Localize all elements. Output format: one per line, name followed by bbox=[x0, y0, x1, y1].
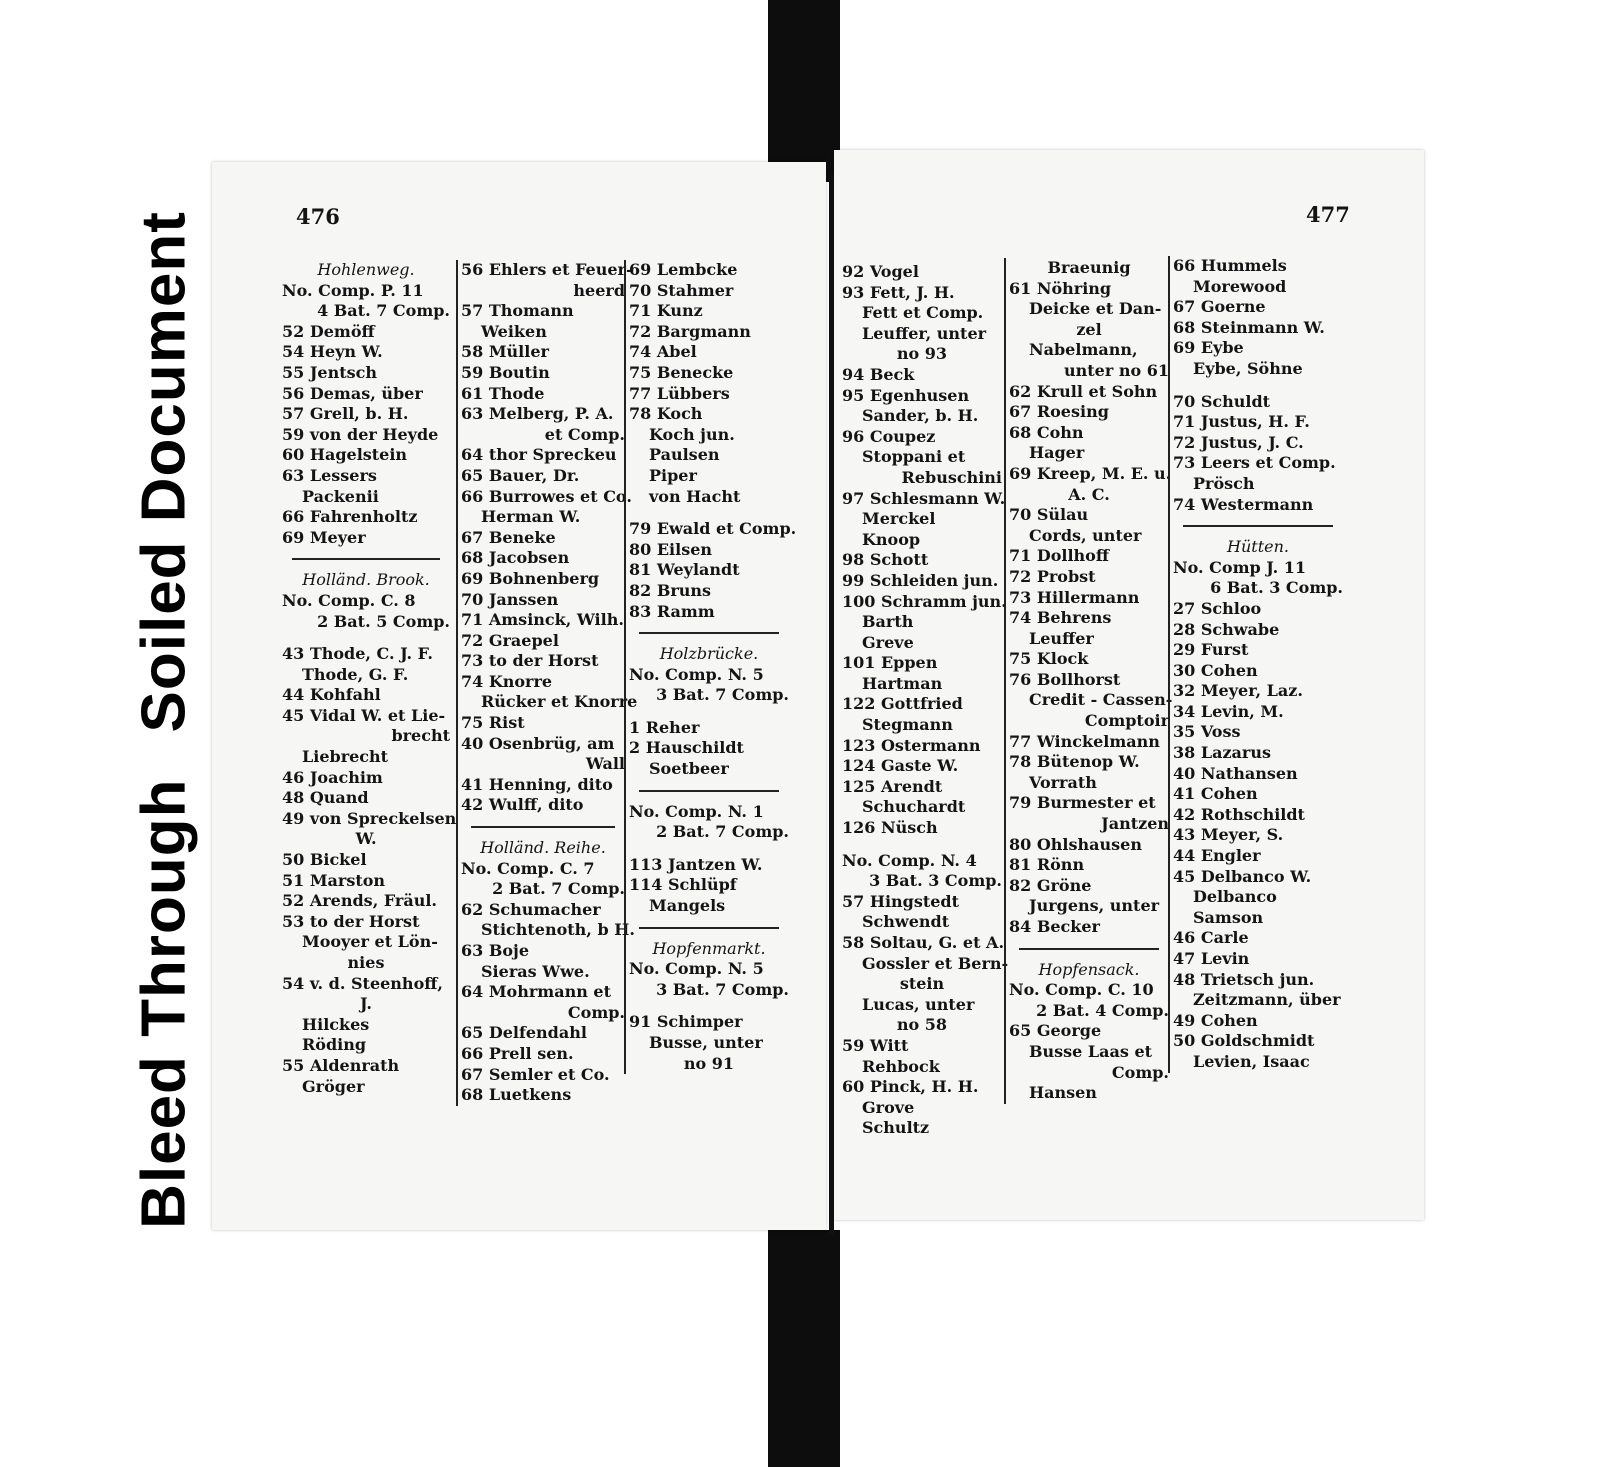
line-spacer bbox=[842, 839, 1002, 851]
address-line: 30 Cohen bbox=[1173, 660, 1258, 680]
address-line: 78 Bütenop W. bbox=[1009, 752, 1140, 772]
address-line: nies bbox=[347, 953, 385, 972]
watermark-bleed-through: Bleed Through bbox=[129, 778, 199, 1229]
address-line: Greve bbox=[862, 632, 914, 652]
address-line: Sieras Wwe. bbox=[481, 961, 590, 981]
address-line: Fett et Comp. bbox=[862, 303, 984, 323]
address-line: 66 Hummels bbox=[1173, 256, 1287, 275]
address-line: 70 Schuldt bbox=[1173, 391, 1271, 411]
address-line: 71 Justus, H. F. bbox=[1173, 412, 1310, 432]
address-line: 76 Bollhorst bbox=[1009, 669, 1121, 689]
address-line: Busse Laas et bbox=[1029, 1041, 1153, 1061]
address-line: Busse, unter bbox=[649, 1033, 763, 1052]
address-line: 38 Lazarus bbox=[1173, 743, 1271, 763]
watermark-text bbox=[129, 211, 200, 1229]
address-line: Wall bbox=[585, 754, 625, 774]
address-line: 63 Melberg, P. A. bbox=[461, 404, 614, 424]
address-line: No. Comp. C. 8 bbox=[282, 590, 416, 610]
address-line: von Hacht bbox=[649, 486, 741, 506]
address-line: 74 Behrens bbox=[1009, 608, 1112, 628]
page-number: 476 bbox=[296, 204, 340, 229]
address-line: 3 Bat. 3 Comp. bbox=[869, 871, 1002, 891]
address-line: 101 Eppen bbox=[842, 653, 938, 673]
address-line: 53 to der Horst bbox=[282, 911, 420, 931]
address-line: 66 Prell sen. bbox=[461, 1043, 574, 1063]
address-line: 48 Quand bbox=[282, 788, 369, 808]
address-line: 52 Demöff bbox=[282, 321, 375, 341]
address-line: 67 Roesing bbox=[1009, 402, 1109, 422]
address-line: 54 v. d. Steenhoff, bbox=[282, 973, 443, 993]
address-line: 80 Eilsen bbox=[629, 539, 713, 559]
address-line: No. Comp. N. 1 bbox=[629, 801, 764, 821]
address-line: 29 Furst bbox=[1173, 640, 1249, 660]
address-line: Knoop bbox=[862, 529, 921, 549]
address-line: 65 Delfendahl bbox=[461, 1023, 587, 1043]
address-line: 35 Voss bbox=[1173, 722, 1241, 742]
address-line: 72 Bargmann bbox=[629, 321, 751, 341]
address-line: 79 Burmester et bbox=[1009, 793, 1156, 813]
address-line: 64 thor Spreckeu bbox=[461, 445, 617, 465]
address-line: 72 Graepel bbox=[461, 630, 559, 650]
address-line: W. bbox=[355, 829, 377, 849]
address-line: 73 Hillermann bbox=[1009, 587, 1140, 607]
address-line: 125 Arendt bbox=[842, 776, 943, 796]
section-divider bbox=[639, 790, 779, 792]
line-spacer bbox=[629, 843, 789, 855]
section-divider bbox=[639, 632, 779, 634]
address-line: 67 Semler et Co. bbox=[461, 1064, 610, 1084]
section-divider bbox=[471, 826, 615, 828]
address-line: 77 Winckelmann bbox=[1009, 731, 1160, 751]
address-line: 27 Schloo bbox=[1173, 598, 1262, 618]
address-line: 75 Klock bbox=[1009, 649, 1089, 669]
address-line: Zeitzmann, über bbox=[1193, 990, 1341, 1010]
address-line: 48 Trietsch jun. bbox=[1173, 969, 1315, 989]
address-line: Koch jun. bbox=[649, 424, 735, 444]
address-line: 100 Schramm jun. bbox=[842, 591, 1007, 611]
address-line: heerd bbox=[573, 280, 625, 300]
address-line: 95 Egenhusen bbox=[842, 385, 970, 405]
book-spine-top bbox=[768, 0, 840, 182]
address-line: No. Comp. N. 4 bbox=[842, 850, 977, 870]
address-line: 2 Bat. 5 Comp. bbox=[317, 611, 450, 631]
address-line: Braeunig bbox=[1047, 258, 1131, 277]
address-line: 92 Vogel bbox=[842, 262, 919, 281]
address-line: 83 Ramm bbox=[629, 601, 715, 621]
address-line: 52 Arends, Fräul. bbox=[282, 891, 437, 911]
address-line: 99 Schleiden jun. bbox=[842, 570, 999, 590]
address-line: 3 Bat. 7 Comp. bbox=[656, 685, 789, 705]
address-line: 93 Fett, J. H. bbox=[842, 282, 955, 302]
address-line: Prösch bbox=[1193, 473, 1255, 493]
address-line: 72 Justus, J. C. bbox=[1173, 432, 1304, 452]
address-line: 49 von Spreckelsen bbox=[282, 808, 457, 828]
address-line: 126 Nüsch bbox=[842, 818, 938, 838]
address-line: Comp. bbox=[567, 1002, 625, 1022]
address-line: Lucas, unter bbox=[862, 994, 975, 1014]
address-line: 114 Schlüpf bbox=[629, 875, 737, 895]
address-line: 63 Lessers bbox=[282, 465, 377, 485]
address-line: 84 Becker bbox=[1009, 917, 1100, 936]
address-line: Piper bbox=[649, 465, 697, 485]
address-column bbox=[1168, 256, 1343, 1073]
address-line: Schuchardt bbox=[862, 797, 966, 817]
address-line: no 93 bbox=[896, 344, 948, 364]
address-line: Nabelmann, bbox=[1029, 340, 1138, 360]
section-divider bbox=[639, 927, 779, 929]
address-line: no 91 bbox=[683, 1053, 735, 1073]
address-line: 70 Janssen bbox=[461, 589, 559, 609]
address-line: stein bbox=[899, 974, 945, 994]
address-line: 44 Engler bbox=[1173, 846, 1261, 866]
address-line: 3 Bat. 7 Comp. bbox=[656, 979, 789, 999]
address-line: 55 Jentsch bbox=[282, 362, 377, 382]
address-line: Schultz bbox=[862, 1118, 930, 1138]
address-line: 40 Osenbrüg, am bbox=[461, 733, 615, 753]
address-line: 66 Burrowes et Co. bbox=[461, 486, 632, 506]
address-line: 58 Müller bbox=[461, 342, 549, 362]
address-line: zel bbox=[1076, 319, 1102, 339]
address-line: Stegmann bbox=[862, 715, 953, 735]
address-line: No. Comp J. 11 bbox=[1173, 557, 1306, 577]
address-line: 94 Beck bbox=[842, 364, 915, 384]
address-line: Hilckes bbox=[302, 1014, 370, 1034]
address-line: 63 Boje bbox=[461, 941, 529, 960]
address-line: Grove bbox=[862, 1097, 915, 1117]
address-column bbox=[456, 260, 638, 1106]
address-line: No. Comp. N. 5 bbox=[629, 664, 764, 684]
address-line: 45 Vidal W. et Lie- bbox=[282, 705, 446, 725]
address-line: Rücker et Knorre bbox=[481, 692, 638, 712]
address-line: 41 Cohen bbox=[1173, 784, 1258, 804]
address-line: et Comp. bbox=[544, 424, 625, 444]
address-line: 50 Bickel bbox=[282, 850, 367, 870]
address-line: Stichtenoth, b H. bbox=[481, 920, 635, 940]
street-heading: Hohlenweg. bbox=[317, 260, 415, 279]
address-line: Cords, unter bbox=[1029, 525, 1142, 545]
address-line: Jantzen bbox=[1101, 814, 1169, 834]
address-line: 47 Levin bbox=[1173, 949, 1250, 968]
address-line: 68 Jacobsen bbox=[461, 548, 570, 568]
address-line: 59 von der Heyde bbox=[282, 424, 439, 444]
address-line: Comptoir bbox=[1084, 711, 1169, 731]
address-line: Deicke et Dan- bbox=[1029, 299, 1162, 319]
address-line: Hartman bbox=[862, 673, 943, 693]
address-line: Stoppani et bbox=[862, 447, 966, 467]
address-line: 69 Lembcke bbox=[629, 260, 738, 279]
address-line: 28 Schwabe bbox=[1173, 619, 1280, 639]
address-line: Gröger bbox=[302, 1076, 365, 1096]
line-spacer bbox=[1173, 380, 1343, 392]
address-line: 55 Aldenrath bbox=[282, 1055, 400, 1075]
address-line: 64 Mohrmann et bbox=[461, 982, 611, 1002]
address-line: 69 Bohnenberg bbox=[461, 568, 600, 588]
address-line: Schwendt bbox=[862, 912, 950, 932]
address-line: 67 Beneke bbox=[461, 527, 556, 547]
address-line: 122 Gottfried bbox=[842, 694, 963, 714]
address-line: brecht bbox=[391, 726, 450, 746]
address-line: 62 Schumacher bbox=[461, 899, 601, 919]
address-line: 57 Thomann bbox=[461, 301, 574, 321]
address-line: 32 Meyer, Laz. bbox=[1173, 681, 1303, 701]
address-line: Merckel bbox=[862, 509, 936, 529]
address-line: 56 Demas, über bbox=[282, 383, 423, 403]
address-line: 78 Koch bbox=[629, 404, 703, 424]
address-line: Leuffer, unter bbox=[862, 323, 987, 343]
address-line: 61 Nöhring bbox=[1009, 278, 1112, 298]
address-line: 68 Cohn bbox=[1009, 422, 1084, 442]
street-heading: Hopfensack. bbox=[1038, 959, 1140, 979]
address-column bbox=[842, 262, 1009, 1139]
line-spacer bbox=[629, 1000, 789, 1012]
line-spacer bbox=[629, 706, 789, 718]
address-line: 96 Coupez bbox=[842, 426, 936, 446]
address-line: Barth bbox=[862, 612, 914, 632]
watermark-banner bbox=[118, 200, 210, 1240]
address-line: 42 Rothschildt bbox=[1173, 804, 1305, 824]
address-line: 61 Thode bbox=[461, 383, 545, 403]
street-heading: Holzbrücke. bbox=[659, 644, 759, 664]
address-line: Gossler et Bern- bbox=[862, 953, 1009, 973]
address-line: Rehbock bbox=[862, 1056, 940, 1076]
address-line: 60 Pinck, H. H. bbox=[842, 1077, 979, 1097]
street-heading: Holländ. Brook. bbox=[302, 570, 430, 590]
address-line: 57 Grell, b. H. bbox=[282, 404, 409, 424]
address-line: No. Comp. N. 5 bbox=[629, 959, 764, 979]
address-line: 49 Cohen bbox=[1173, 1010, 1258, 1030]
address-line: 68 Steinmann W. bbox=[1173, 317, 1325, 337]
address-line: Herman W. bbox=[481, 507, 581, 527]
address-line: 75 Benecke bbox=[629, 362, 734, 382]
address-line: 97 Schlesmann W. bbox=[842, 488, 1006, 508]
address-line: 2 Bat. 7 Comp. bbox=[656, 822, 789, 842]
address-line: Eybe, Söhne bbox=[1193, 358, 1303, 378]
line-spacer bbox=[629, 507, 789, 519]
address-line: 113 Jantzen W. bbox=[629, 854, 763, 874]
address-line: A. C. bbox=[1068, 484, 1110, 504]
address-line: 71 Dollhoff bbox=[1009, 546, 1109, 566]
address-line: Mangels bbox=[649, 896, 726, 916]
book-spine-bottom bbox=[768, 1230, 840, 1467]
address-line: 79 Ewald et Comp. bbox=[629, 519, 797, 539]
address-line: 62 Krull et Sohn bbox=[1009, 381, 1158, 401]
address-line: Levien, Isaac bbox=[1193, 1051, 1310, 1071]
address-line: 46 Joachim bbox=[282, 767, 383, 787]
address-column bbox=[282, 260, 457, 1097]
address-line: 74 Westermann bbox=[1173, 494, 1314, 514]
address-line: 81 Weylandt bbox=[629, 560, 740, 580]
address-line: Jurgens, unter bbox=[1029, 896, 1160, 916]
address-line: 74 Knorre bbox=[461, 671, 553, 691]
address-line: Comp. bbox=[1111, 1062, 1169, 1082]
address-line: 41 Henning, dito bbox=[461, 774, 613, 794]
address-line: 82 Gröne bbox=[1009, 875, 1092, 895]
address-line: unter no 61 bbox=[1064, 360, 1169, 380]
address-line: 46 Carle bbox=[1173, 928, 1249, 948]
address-line: Samson bbox=[1193, 907, 1264, 927]
address-line: 58 Soltau, G. et A. bbox=[842, 933, 1005, 952]
address-line: 43 Meyer, S. bbox=[1173, 825, 1284, 845]
address-line: 123 Ostermann bbox=[842, 735, 981, 755]
address-line: Mooyer et Lön- bbox=[302, 932, 438, 952]
address-line: J. bbox=[360, 994, 372, 1014]
right-page bbox=[834, 150, 1424, 1220]
address-line: 34 Levin, M. bbox=[1173, 701, 1284, 721]
address-line: 50 Goldschmidt bbox=[1173, 1031, 1315, 1051]
address-line: 70 Stahmer bbox=[629, 280, 734, 300]
address-line: 82 Bruns bbox=[629, 580, 712, 600]
address-line: 73 to der Horst bbox=[461, 651, 599, 671]
address-line: 68 Luetkens bbox=[461, 1085, 572, 1105]
address-line: 73 Leers et Comp. bbox=[1173, 453, 1336, 473]
section-divider bbox=[292, 558, 440, 560]
address-line: 40 Nathansen bbox=[1173, 763, 1298, 783]
address-line: 1 Reher bbox=[629, 717, 700, 737]
address-line: 66 Fahrenholtz bbox=[282, 507, 418, 527]
address-line: 59 Witt bbox=[842, 1035, 909, 1055]
address-line: No. Comp. C. 7 bbox=[461, 858, 595, 878]
left-page bbox=[212, 162, 826, 1230]
address-line: 71 Amsinck, Wilh. bbox=[461, 610, 624, 630]
address-line: 91 Schimper bbox=[629, 1012, 743, 1032]
address-line: 44 Kohfahl bbox=[282, 685, 381, 705]
address-line: 124 Gaste W. bbox=[842, 756, 959, 776]
address-line: 69 Eybe bbox=[1173, 338, 1244, 358]
address-line: 67 Goerne bbox=[1173, 297, 1266, 317]
address-line: 80 Ohlshausen bbox=[1009, 834, 1142, 854]
address-line: Vorrath bbox=[1029, 772, 1097, 792]
address-line: Röding bbox=[302, 1035, 367, 1055]
page-number: 477 bbox=[1306, 202, 1350, 227]
address-line: 69 Meyer bbox=[282, 527, 366, 547]
address-line: Hansen bbox=[1029, 1083, 1097, 1103]
address-line: 2 Hauschildt bbox=[629, 738, 744, 758]
address-line: 69 Kreep, M. E. u. bbox=[1009, 463, 1172, 483]
address-line: 42 Wulff, dito bbox=[461, 795, 584, 815]
address-line: 54 Heyn W. bbox=[282, 342, 383, 362]
address-line: 45 Delbanco W. bbox=[1173, 866, 1312, 886]
address-line: no 58 bbox=[896, 1015, 948, 1035]
address-line: 98 Schott bbox=[842, 550, 929, 570]
address-line: Credit - Cassen- bbox=[1029, 690, 1173, 710]
address-line: Rebuschini bbox=[901, 467, 1002, 487]
street-heading: Hopfenmarkt. bbox=[652, 938, 766, 958]
address-line: Sander, b. H. bbox=[862, 406, 979, 426]
address-line: 6 Bat. 3 Comp. bbox=[1210, 578, 1343, 598]
section-divider bbox=[1019, 948, 1159, 950]
address-line: Soetbeer bbox=[649, 759, 729, 779]
address-column bbox=[624, 260, 797, 1074]
address-line: 59 Boutin bbox=[461, 362, 550, 382]
address-line: Weiken bbox=[481, 321, 547, 341]
address-line: 51 Marston bbox=[282, 870, 386, 890]
address-line: 57 Hingstedt bbox=[842, 891, 960, 911]
address-line: No. Comp. P. 11 bbox=[282, 280, 424, 300]
line-spacer bbox=[282, 632, 450, 644]
address-line: Packenii bbox=[302, 486, 379, 506]
address-line: 70 Sülau bbox=[1009, 505, 1089, 525]
address-line: 60 Hagelstein bbox=[282, 445, 408, 465]
address-line: Hager bbox=[1029, 443, 1085, 463]
address-column bbox=[1004, 258, 1173, 1104]
address-line: 81 Rönn bbox=[1009, 855, 1085, 875]
section-divider bbox=[1183, 525, 1333, 527]
street-heading: Hütten. bbox=[1227, 537, 1289, 557]
address-line: 56 Ehlers et Feuer- bbox=[461, 260, 633, 279]
address-line: 65 Bauer, Dr. bbox=[461, 465, 580, 485]
address-line: 65 George bbox=[1009, 1021, 1102, 1041]
watermark-soiled-document: Soiled Document bbox=[129, 211, 199, 733]
address-line: 2 Bat. 4 Comp. bbox=[1036, 1000, 1169, 1020]
address-line: Delbanco bbox=[1193, 887, 1277, 907]
address-line: No. Comp. C. 10 bbox=[1009, 980, 1154, 1000]
address-line: Thode, G. F. bbox=[302, 664, 409, 684]
address-line: 71 Kunz bbox=[629, 301, 703, 321]
address-line: 4 Bat. 7 Comp. bbox=[317, 301, 450, 321]
address-line: Paulsen bbox=[649, 445, 720, 465]
address-line: Morewood bbox=[1193, 276, 1287, 296]
address-line: 74 Abel bbox=[629, 342, 697, 362]
address-line: 43 Thode, C. J. F. bbox=[282, 644, 433, 664]
address-line: 72 Probst bbox=[1009, 566, 1096, 586]
address-line: 75 Rist bbox=[461, 713, 525, 733]
address-line: Liebrecht bbox=[302, 747, 389, 767]
street-heading: Holländ. Reihe. bbox=[480, 838, 606, 858]
address-line: 77 Lübbers bbox=[629, 383, 730, 403]
address-line: 2 Bat. 7 Comp. bbox=[492, 879, 625, 899]
address-line: Leuffer bbox=[1029, 628, 1094, 648]
